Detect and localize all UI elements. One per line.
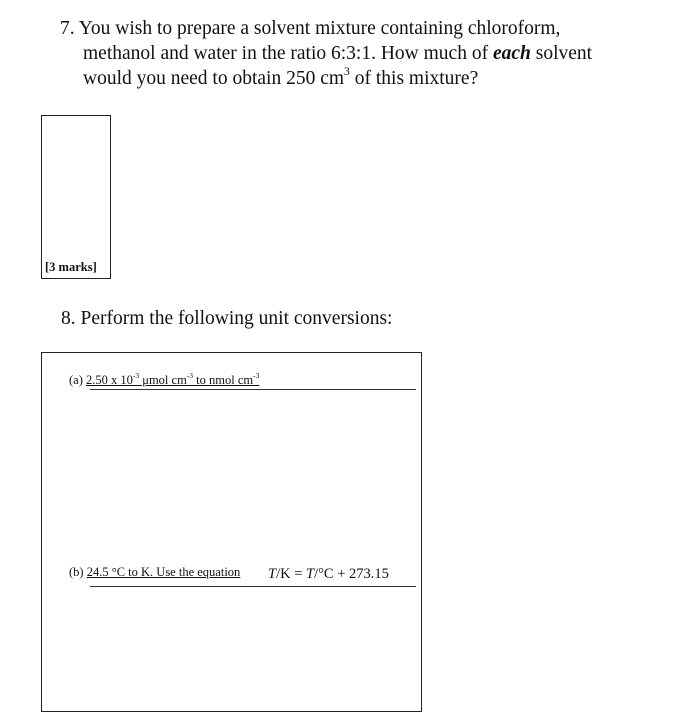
part-a-underline <box>90 389 416 390</box>
question-7-number: 7. <box>60 18 75 39</box>
question-7 <box>60 16 660 91</box>
answer-box-question-7[interactable] <box>41 115 111 279</box>
emphasis-each: each <box>492 43 531 64</box>
part-b-underline <box>90 586 416 587</box>
part-b-label: (b) <box>69 565 84 579</box>
part-b-text: 24.5 °C to K. Use the equation <box>86 565 241 579</box>
question-7-line-1: 7. You wish to prepare a solvent mixture containing chloroform, <box>60 18 561 39</box>
question-8-number: 8. <box>61 308 76 329</box>
part-a-label: (a) <box>69 373 83 387</box>
answer-box-question-8[interactable] <box>41 352 422 712</box>
question-8-text: Perform the following unit conversions: <box>80 308 393 329</box>
part-a-prompt <box>69 370 260 388</box>
question-7-line-2: methanol and water in the ratio 6:3:1. How much of each solvent <box>83 43 593 64</box>
part-b-prompt <box>69 565 240 580</box>
question-8 <box>61 306 392 331</box>
part-b-equation: T/K = T/°C + 273.15 <box>268 566 389 582</box>
part-a-conversion: 2.50 x $10^{-3}$ μmol $cm^{-3}$ to nmol $cm^{-3}$ <box>86 370 260 387</box>
marks-label: [3 marks] <box>45 260 97 274</box>
question-7-line-3: would you need to obtain 250 $cm^3$ of this mixture? <box>83 64 479 89</box>
